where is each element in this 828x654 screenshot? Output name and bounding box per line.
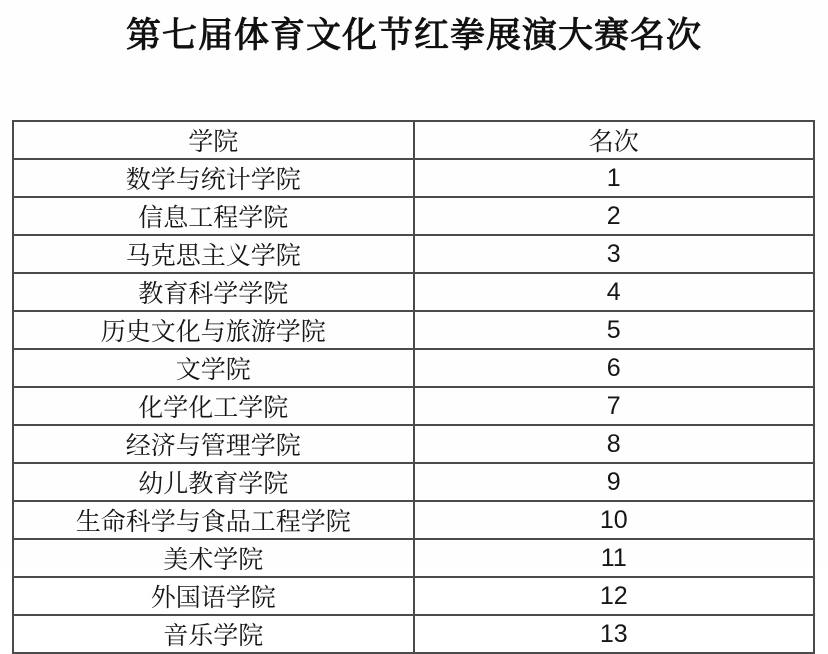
- rank-cell: 6: [414, 349, 815, 387]
- college-cell: 化学化工学院: [13, 387, 414, 425]
- column-header-rank: 名次: [414, 121, 815, 159]
- college-cell: 历史文化与旅游学院: [13, 311, 414, 349]
- table-row: [13, 235, 814, 273]
- rankings-table: [12, 120, 815, 654]
- table-row: [13, 501, 814, 539]
- table-header: [13, 121, 814, 159]
- table-row: [13, 387, 814, 425]
- table-row: [13, 577, 814, 615]
- rank-cell: 3: [414, 235, 815, 273]
- rank-cell: 1: [414, 159, 815, 197]
- rank-cell: 9: [414, 463, 815, 501]
- table-row: [13, 311, 814, 349]
- rank-cell: 4: [414, 273, 815, 311]
- table-row: [13, 539, 814, 577]
- college-cell: 音乐学院: [13, 615, 414, 653]
- table-row: [13, 349, 814, 387]
- rank-cell: 11: [414, 539, 815, 577]
- college-cell: 外国语学院: [13, 577, 414, 615]
- college-cell: 信息工程学院: [13, 197, 414, 235]
- college-cell: 生命科学与食品工程学院: [13, 501, 414, 539]
- college-cell: 美术学院: [13, 539, 414, 577]
- rank-cell: 12: [414, 577, 815, 615]
- college-cell: 幼儿教育学院: [13, 463, 414, 501]
- table-row: [13, 615, 814, 653]
- rank-cell: 5: [414, 311, 815, 349]
- rank-cell: 7: [414, 387, 815, 425]
- rank-cell: 13: [414, 615, 815, 653]
- college-cell: 数学与统计学院: [13, 159, 414, 197]
- rank-cell: 2: [414, 197, 815, 235]
- rank-cell: 8: [414, 425, 815, 463]
- table-row: [13, 463, 814, 501]
- table-row: [13, 197, 814, 235]
- rank-cell: 10: [414, 501, 815, 539]
- column-header-college: 学院: [13, 121, 414, 159]
- page-title: 第七届体育文化节红拳展演大赛名次: [125, 16, 702, 55]
- college-cell: 马克思主义学院: [13, 235, 414, 273]
- header-row: [13, 121, 814, 159]
- table-row: [13, 425, 814, 463]
- table-row: [13, 159, 814, 197]
- college-cell: 教育科学学院: [13, 273, 414, 311]
- college-cell: 经济与管理学院: [13, 425, 414, 463]
- college-cell: 文学院: [13, 349, 414, 387]
- table-row: [13, 273, 814, 311]
- table-body: [13, 159, 814, 653]
